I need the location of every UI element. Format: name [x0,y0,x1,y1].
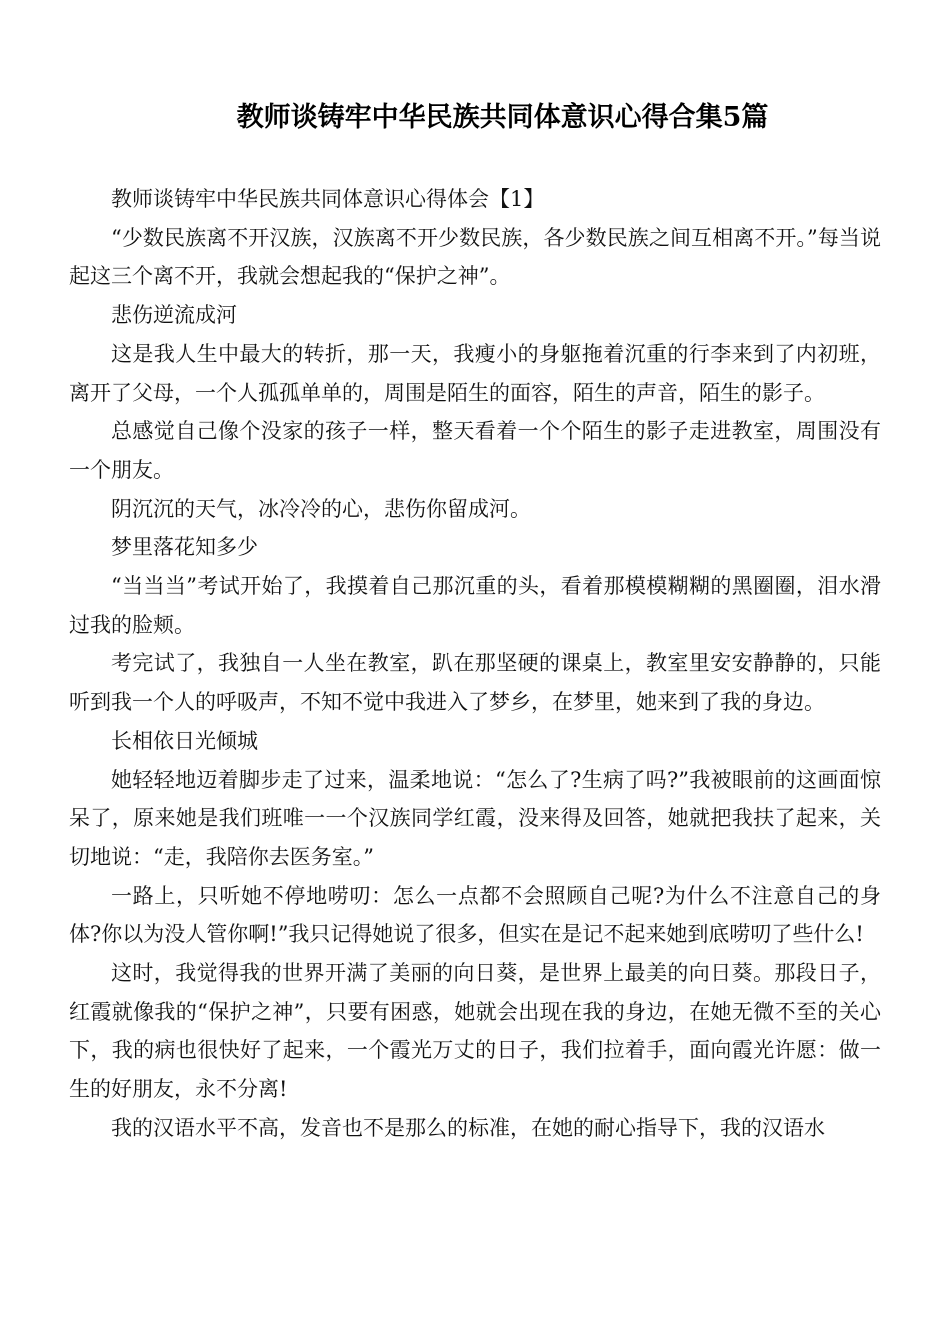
paragraph: 我的汉语水平不高，发音也不是那么的标准，在她的耐心指导下，我的汉语水 [111,1115,825,1140]
paragraph: 一路上，只听她不停地唠叨：怎么一点都不会照顾自己呢?为什么不注意自己的身体?你以为没人管你啊!”我只记得她说了很多，但实在是记不起来她到底唠叨了些什么! [69,883,881,947]
paragraph: 这是我人生中最大的转折，那一天，我瘦小的身躯拖着沉重的行李来到了内初班，离开了父母，一个人孤孤单单的，周围是陌生的面容，陌生的声音，陌生的影子。 [69,341,881,405]
paragraph: 总感觉自己像个没家的孩子一样，整天看着一个个陌生的影子走进教室，周围没有一个朋友。 [69,419,881,482]
subheading: 梦里落花知多少 [111,535,258,560]
paragraph: 考完试了，我独自一人坐在教室，趴在那坚硬的课桌上，教室里安安静静的，只能听到我一个人的呼吸声，不知不觉中我进入了梦乡，在梦里，她来到了我的身边。 [69,651,881,715]
subheading: 悲伤逆流成河 [111,303,237,328]
paragraph: 这时，我觉得我的世界开满了美丽的向日葵，是世界上最美的向日葵。那段日子，红霞就像我的“保护之神”，只要有困惑，她就会出现在我的身边，在她无微不至的关心下，我的病也很快好了起来，一个霞光万丈的日子，我们拉着手，面向霞光许愿：做一生的好朋友，永不分离! [69,961,881,1102]
paragraph: “少数民族离不开汉族，汉族离不开少数民族，各少数民族之间互相离不开。”每当说起这三个离不开，我就会想起我的“保护之神”。 [69,225,881,289]
paragraph: 阴沉沉的天气，冰冷冷的心，悲伤你留成河。 [111,496,531,521]
paragraph: 她轻轻地迈着脚步走了过来，温柔地说：“怎么了?生病了吗?”我被眼前的这画面惊呆了，原来她是我们班唯一一个汉族同学红霞，没来得及回答，她就把我扶了起来，关切地说：“走，我陪你去医务室。” [69,767,881,869]
section-heading: 教师谈铸牢中华民族共同体意识心得体会【1】 [111,187,545,211]
subheading: 长相依日光倾城 [111,728,258,753]
document-body [69,180,881,1148]
paragraph: “当当当”考试开始了，我摸着自己那沉重的头，看着那模模糊糊的黑圈圈，泪水滑过我的脸颊。 [69,574,881,637]
document-title: 教师谈铸牢中华民族共同体意识心得合集5篇 [236,102,769,133]
